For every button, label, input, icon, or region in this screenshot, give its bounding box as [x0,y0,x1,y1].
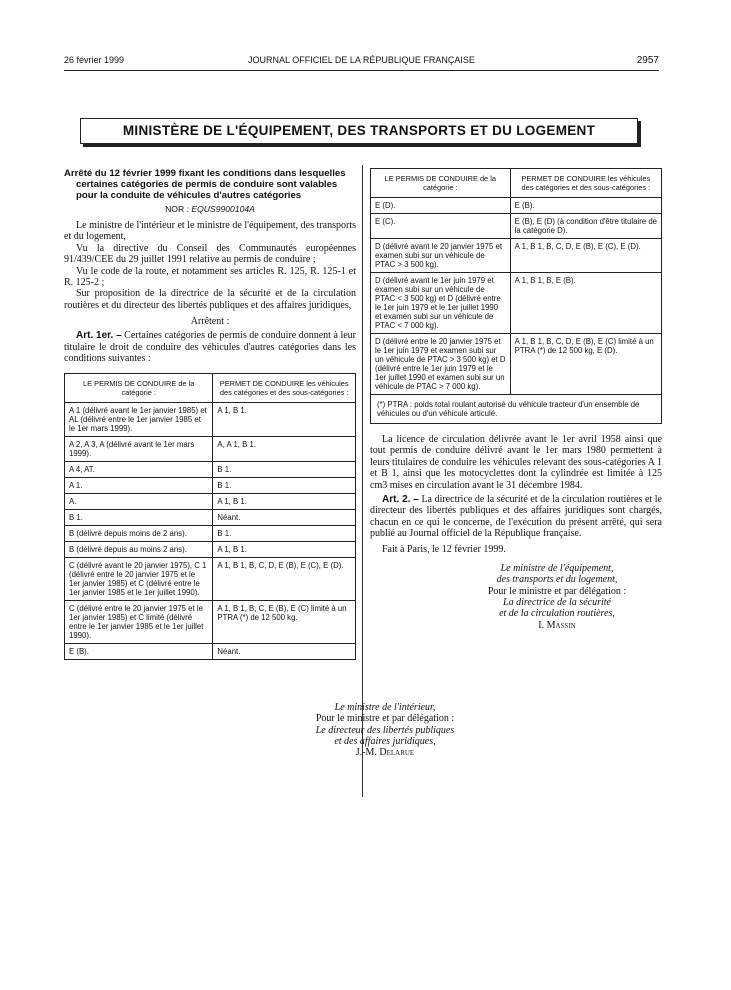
licence-category-cell: E (B). [65,644,213,660]
permitted-categories-cell: A 1, B 1. [213,403,356,437]
table-header-row [65,374,356,403]
licence-paragraph: La licence de circulation délivrée avant le 1er avril 1958 ainsi que tout permis de conduire délivré avant le 1er mars 1980 permettent à leurs titulaires de conduire les véhicules relevant des sous-catégories A 1 et B 1, ainsi que les motocyclettes dont la cylindrée est limitée à 125 cm3 mises en circulation avant le 31 décembre 1984. [370,434,662,491]
sig-int-director-1: Le directeur des libertés publiques [315,724,455,736]
licence-table-left [64,373,356,660]
table-row [65,510,356,526]
licence-category-cell: B (délivré depuis moins de 2 ans). [65,526,213,542]
table-row [65,601,356,644]
table-row [371,239,662,273]
right-column [370,168,662,631]
permitted-categories-cell: A 1, B 1, B, E (B). [510,273,661,334]
arrete-title: Arrêté du 12 février 1999 fixant les conditions dans lesquelles certaines catégories de permis de conduire sont valables pour la conduite de véhicules d'autres catégories [64,168,346,201]
licence-category-cell: D (délivré avant le 1er juin 1979 et examen subi sur un véhicule de PTAC < 3 500 kg) et D (délivré entre le 1er juin 1979 et le 1er juillet 1990 et examen subi sur un véhicule de PTAC < 7 000 kg). [371,273,511,334]
header-rule [64,70,659,71]
licence-category-cell: E (C). [371,214,511,239]
table-head-col1: LE PERMIS DE CONDUIRE de la catégorie : [371,169,511,198]
sig-int-director-2: et des affaires juridiques, [334,735,436,747]
ministry-title: MINISTÈRE DE L'ÉQUIPEMENT, DES TRANSPORTS ET DU LOGEMENT [80,118,638,144]
sig-minister-equip-1: Le ministre de l'équipement, [500,563,614,575]
page-header [64,55,659,69]
permitted-categories-cell: E (B), E (D) (à condition d'être titulaire de la catégorie D). [510,214,661,239]
table-row [65,437,356,462]
permitted-categories-cell: Néant. [213,510,356,526]
article-1-text: Certaines catégories de permis de conduire donnent à leur titulaire le droit de conduire des véhicules d'autres catégories dans les conditions suivantes : [64,330,357,365]
preamble-paragraph: Sur proposition de la directrice de la sécurité et de la circulation routières et du directeur des libertés publiques et des affaires juridiques, [64,288,356,311]
permitted-categories-cell: A 1, B 1, B, C, D, E (B), E (C) limité à un PTRA (*) de 12 500 kg, E (D). [510,334,661,395]
table-row [371,214,662,239]
permitted-categories-cell: A 1, B 1, B, C, D, E (B), E (C), E (D). [510,239,661,273]
table-row [65,403,356,437]
licence-category-cell: A 1. [65,478,213,494]
preamble-paragraph: Le ministre de l'intérieur et le ministre de l'équipement, des transports et du logement, [64,220,356,243]
licence-table-right [370,168,662,395]
table-row [65,462,356,478]
table-header-row [371,169,662,198]
preamble-paragraph: Vu le code de la route, et notamment ses articles R. 125, R. 125-1 et R. 125-2 ; [64,265,356,289]
preamble [64,220,356,311]
permitted-categories-cell: A 1, B 1, B, C, D, E (B), E (C), E (D). [213,558,356,601]
article-1-label: Art. 1er. – [76,330,122,342]
preamble-paragraph: Vu la directive du Conseil des Communautés européennes 91/439/CEE du 29 juillet 1991 relative au permis de conduire ; [64,242,356,266]
licence-category-cell: C (délivré entre le 20 janvier 1975 et le 1er janvier 1985) et C limité (délivré entre le 1er janvier 1985 et le 1er juillet 1990). [65,601,213,644]
table-row [371,273,662,334]
permitted-categories-cell: A, A 1, B 1. [213,437,356,462]
ptra-footnote: (*) PTRA : poids total roulant autorisé du véhicule tracteur d'un ensemble de véhicules ou d'un véhicule articulé. [370,395,662,424]
licence-category-cell: B 1. [65,510,213,526]
signature-equipement [370,563,662,631]
licence-category-cell: A 4, AT. [65,462,213,478]
licence-category-cell: E (D). [371,198,511,214]
table-row [65,478,356,494]
permitted-categories-cell: B 1. [213,526,356,542]
table-head-col2: PERMET DE CONDUIRE les véhicules des catégories et des sous-catégories : [510,169,661,198]
article-2 [370,494,662,540]
header-journal: JOURNAL OFFICIEL DE LA RÉPUBLIQUE FRANÇAISE [248,55,475,65]
nor-label: NOR : [165,204,192,214]
permitted-categories-cell: Néant. [213,644,356,660]
article-2-label: Art. 2. – [382,494,419,506]
permitted-categories-cell: B 1. [213,462,356,478]
licence-category-cell: A 1 (délivré avant le 1er janvier 1985) et AL (délivré entre le 1er janvier 1985 et le 1er mars 1999). [65,403,213,437]
licence-category-cell: D (délivré entre le 20 janvier 1975 et le 1er juin 1979 et examen subi sur un véhicule de PTAC > 3 500 kg) et D (délivré entre le 1er juin 1979 et le 1er juillet 1990 et examen subi sur un véhicule de PTAC > 7 000 kg). [371,334,511,395]
sig-int-delegation: Pour le ministre et par délégation : [315,713,455,725]
sig-delegation: Pour le ministre et par délégation : [487,585,627,597]
permitted-categories-cell: E (B). [510,198,661,214]
table-head-col2: PERMET DE CONDUIRE les véhicules des catégories et des sous-catégories : [213,374,356,403]
table-row [65,526,356,542]
table-row [371,334,662,395]
table-head-col1: LE PERMIS DE CONDUIRE de la catégorie : [65,374,213,403]
permitted-categories-cell: A 1, B 1. [213,494,356,510]
licence-category-cell: B (délivré depuis au moins 2 ans). [65,542,213,558]
permitted-categories-cell: A 1, B 1, B, C, E (B), E (C) limité à un PTRA (*) de 12 500 kg. [213,601,356,644]
permitted-categories-cell: B 1. [213,478,356,494]
table-row [65,542,356,558]
fait-a-paris: Fait à Paris, le 12 février 1999. [382,543,506,555]
header-page-number: 2957 [636,55,659,66]
left-column [64,168,356,660]
arretent: Arrêtent : [190,316,230,328]
signature-interieur [236,702,534,758]
licence-category-cell: D (délivré avant le 20 janvier 1975 et examen subi sur un véhicule de PTAC > 3 500 kg). [371,239,511,273]
table-row [371,198,662,214]
sig-name-delarue: J.-M. Delarue [355,747,415,759]
table-row [65,644,356,660]
table-row [65,494,356,510]
licence-category-cell: A. [65,494,213,510]
licence-category-cell: C (délivré avant le 20 janvier 1975), C 1 (délivré entre le 20 janvier 1975 et le 1er janvier 1985) et C (délivré entre le 1er janvier 1985 et le 1er juillet 1990). [65,558,213,601]
nor-reference [64,204,356,214]
nor-code: EQUS9900104A [191,204,255,214]
table-row [65,558,356,601]
article-1 [64,330,356,364]
permitted-categories-cell: A 1, B 1. [213,542,356,558]
sig-minister-int: Le ministre de l'intérieur, [334,702,436,713]
sig-director-1: La directrice de la sécurité [503,596,611,608]
sig-director-2: et de la circulation routières, [499,608,615,620]
licence-category-cell: A 2, A 3, A (délivré avant le 1er mars 1999). [65,437,213,462]
sig-minister-equip-2: des transports et du logement, [496,574,618,586]
article-2-text: La directrice de la sécurité et de la circulation routières et le directeur des libertés publiques et des affaires juridiques sont chargés, chacun en ce qui le concerne, de l'exécution du présent arrêté, qui sera publié au Journal officiel de la République française. [370,494,662,540]
sig-name-massin: I. Massin [538,619,576,631]
header-date: 26 février 1999 [64,55,125,65]
